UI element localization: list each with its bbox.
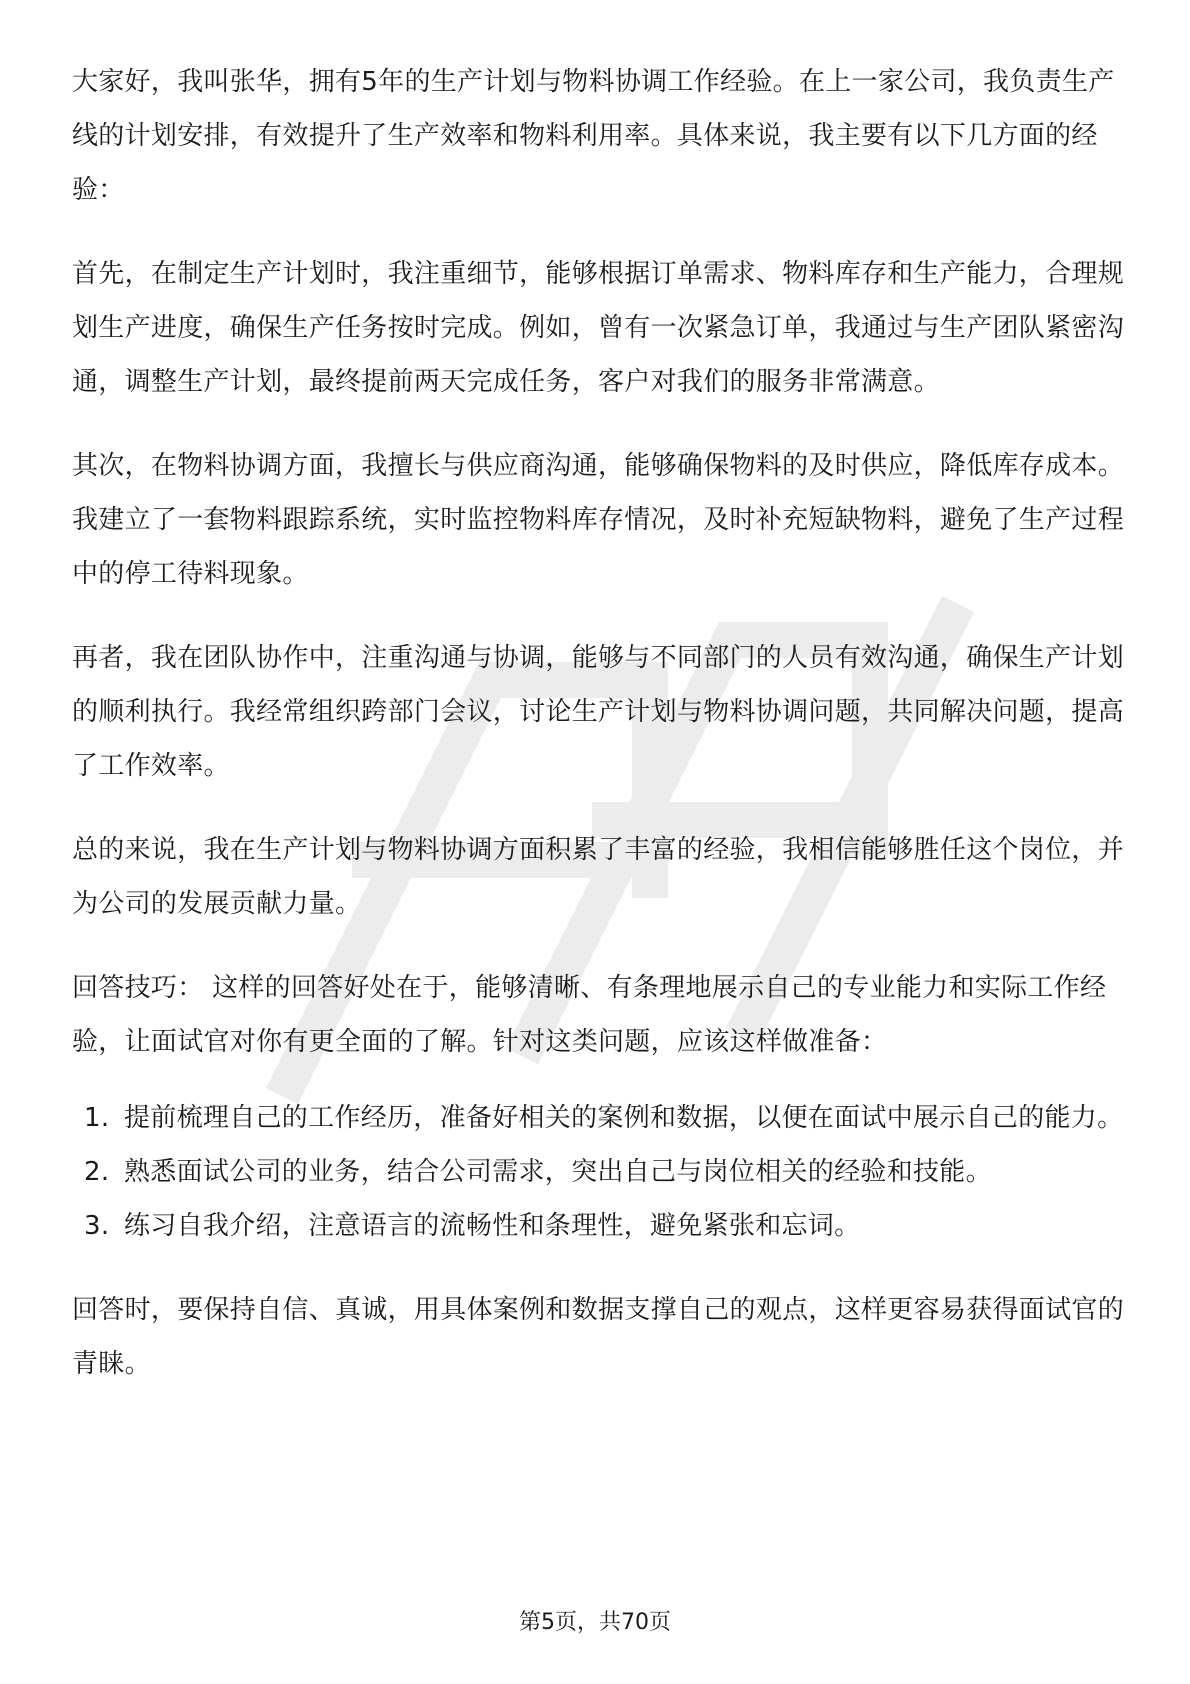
paragraph-first: 首先，在制定生产计划时，我注重细节，能够根据订单需求、物料库存和生产能力，合理规划生产进度，确保生产任务按时完成。例如，曾有一次紧急订单，我通过与生产团队紧密沟通，调整生产计划，最终提前两天完成任务，客户对我们的服务非常满意。	[72, 259, 1125, 397]
list-number: 3.	[84, 1211, 110, 1241]
list-text: 提前梳理自己的工作经历，准备好相关的案例和数据，以便在面试中展示自己的能力。	[124, 1103, 1124, 1133]
list-number: 1.	[84, 1103, 110, 1133]
paragraph-third: 再者，我在团队协作中，注重沟通与协调，能够与不同部门的人员有效沟通，确保生产计划的顺利执行。我经常组织跨部门会议，讨论生产计划与物料协调问题，共同解决问题，提高了工作效率。	[72, 643, 1125, 781]
list-item	[72, 1199, 1132, 1253]
tips-list	[72, 1091, 1132, 1253]
document-body	[72, 55, 1132, 1421]
paragraph-second: 其次，在物料协调方面，我擅长与供应商沟通，能够确保物料的及时供应，降低库存成本。我建立了一套物料跟踪系统，实时监控物料库存情况，及时补充短缺物料，避免了生产过程中的停工待料现象。	[72, 451, 1125, 589]
list-text: 熟悉面试公司的业务，结合公司需求，突出自己与岗位相关的经验和技能。	[124, 1157, 992, 1187]
list-number: 2.	[84, 1157, 110, 1187]
page-number-footer: 第5页，共70页	[519, 1610, 671, 1635]
paragraph-intro: 大家好，我叫张华，拥有5年的生产计划与物料协调工作经验。在上一家公司，我负责生产线的计划安排，有效提升了生产效率和物料利用率。具体来说，我主要有以下几方面的经验：	[72, 67, 1115, 205]
list-item	[72, 1145, 1132, 1199]
paragraph-summary: 总的来说，我在生产计划与物料协调方面积累了丰富的经验，我相信能够胜任这个岗位，并为公司的发展贡献力量。	[72, 835, 1125, 919]
list-text: 练习自我介绍，注意语言的流畅性和条理性，避免紧张和忘词。	[124, 1211, 861, 1241]
paragraph-tips: 回答技巧： 这样的回答好处在于，能够清晰、有条理地展示自己的专业能力和实际工作经验，让面试官对你有更全面的了解。针对这类问题，应该这样做准备：	[72, 973, 1107, 1057]
paragraph-closing: 回答时，要保持自信、真诚，用具体案例和数据支撑自己的观点，这样更容易获得面试官的青睐。	[72, 1295, 1125, 1379]
list-item	[72, 1091, 1132, 1145]
